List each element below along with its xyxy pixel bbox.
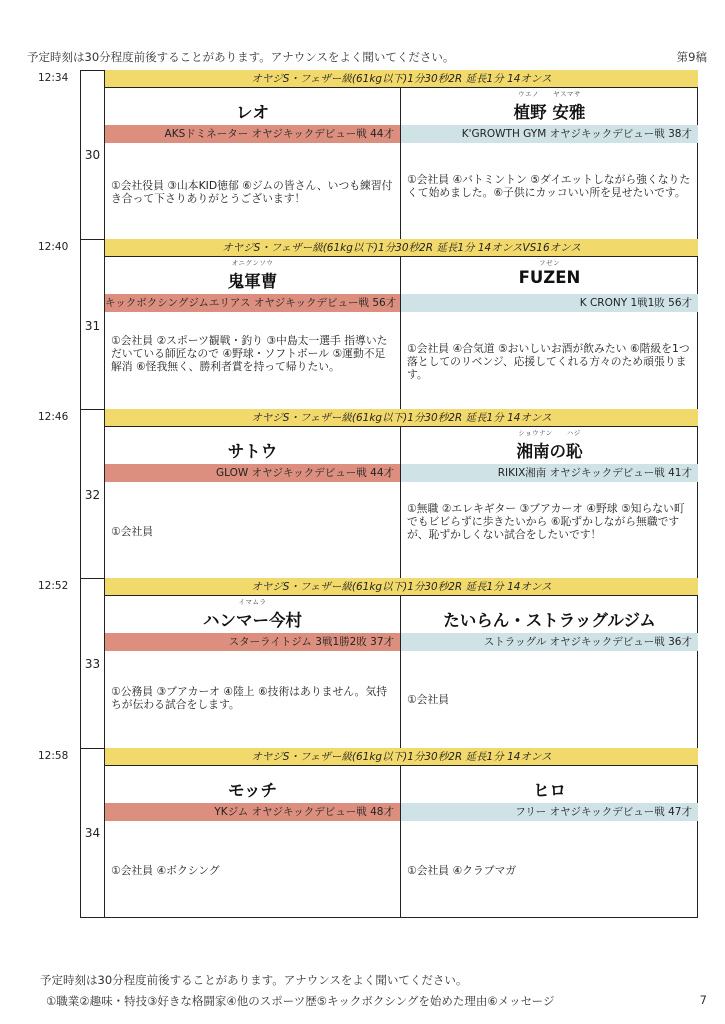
fighter-name: サトウ xyxy=(227,442,278,461)
blue-corner xyxy=(401,427,698,578)
bout-rules-banner: オヤジS・フェザー級(61kg以下)1分30秒2R 延長1分 14オンス xyxy=(105,578,698,596)
red-corner xyxy=(105,596,401,748)
fighter-name: ヒロ xyxy=(533,781,566,800)
red-corner xyxy=(105,427,401,578)
bout-number-cell xyxy=(80,578,105,748)
bout-rules-banner: オヤジS・フェザー級(61kg以下)1分30秒2R 延長1分 14オンス xyxy=(105,409,698,427)
gym-record: K'GROWTH GYM オヤジキックデビュー戦 38才 xyxy=(401,125,698,143)
bout-rules-banner: オヤジS・フェザー級(61kg以下)1分30秒2R 延長1分 14オンス xyxy=(105,70,698,88)
fighter-profile: ①会社員 ④クラブマガ xyxy=(407,864,517,877)
name-reading: ウエノ ヤスマサ xyxy=(518,90,581,98)
bout-rules-banner: オヤジS・フェザー級(61kg以下)1分30秒2R 延長1分 14オンスVS16オンス xyxy=(105,239,698,257)
fighter-profile: ①会社員 ④合気道 ⑤おいしいお酒が飲みたい ⑥階級を1つ落としてのリベンジ、応援してくれる方々のため頑張ります。 xyxy=(407,342,690,381)
page-number: 7 xyxy=(699,993,707,1007)
fighter-profile: ①会社員 ④ボクシング xyxy=(111,864,220,877)
fighter-name: 鬼軍曹 xyxy=(227,272,278,291)
fighter-profile: ①会社役員 ③山本KID徳郁 ⑥ジムの皆さん、いつも練習付き合って下さりありがとうございます！ xyxy=(111,179,393,205)
bout-number: 32 xyxy=(84,488,101,502)
gym-record: YKジム オヤジキックデビュー戦 48才 xyxy=(105,803,400,821)
fighter-name: 植野 安雅 xyxy=(513,103,586,122)
name-reading: ショウナン ハジ xyxy=(518,429,581,437)
bout-row xyxy=(80,409,698,578)
fighter-profile: ①公務員 ③ブアカーオ ④陸上 ⑥技術はありません。気持ちが伝わる試合をします。 xyxy=(111,685,388,711)
bout-number: 30 xyxy=(84,148,101,162)
fighter-name: ハンマー今村 xyxy=(203,611,302,630)
bout-time: 12:58 xyxy=(38,750,69,762)
gym-record: RIKIX湘南 オヤジキックデビュー戦 41才 xyxy=(401,464,698,482)
gym-record: ストラッグル オヤジキックデビュー戦 36才 xyxy=(401,633,698,651)
fighter-name: FUZEN xyxy=(518,268,581,287)
fighter-profile: ①会社員 xyxy=(111,525,154,538)
bout-number: 34 xyxy=(84,826,101,840)
name-reading: オニグンソウ xyxy=(231,259,274,267)
blue-corner xyxy=(401,257,698,409)
footer-note: 予定時刻は30分程度前後することがあります。アナウンスをよく聞いてください。 xyxy=(40,973,468,987)
bout-row xyxy=(80,578,698,748)
fighter-profile: ①無職 ②エレキギター ③ブアカーオ ④野球 ⑤知らない町でもビビらずに歩きたいから ⑥恥ずかしながら無職ですが、恥ずかしくない試合をしたいです！ xyxy=(407,502,685,541)
gym-record: GLOW オヤジキックデビュー戦 44才 xyxy=(105,464,400,482)
red-corner xyxy=(105,257,401,409)
bout-row xyxy=(80,70,698,239)
bout-number: 33 xyxy=(84,657,101,671)
fighter-profile: ①会社員 ④バトミントン ⑤ダイエットしながら強くなりたくて始めました。⑥子供にカッコいい所を見せたいです。 xyxy=(407,173,691,199)
bout-number: 31 xyxy=(84,319,101,333)
name-reading: イマムラ xyxy=(238,598,267,606)
profile-legend: ①職業②趣味・特技③好きな格闘家④他のスポーツ歴⑤キックボクシングを始めた理由⑥メッセージ xyxy=(46,994,555,1008)
page-label: 第9稿 xyxy=(676,50,707,64)
fighter-profile: ①会社員 ②スポーツ観戦・釣り ③中島太一選手 指導いただいている師匠なので ④野球・ソフトボール ⑤運動不足解消 ⑥怪我無く、勝利者賞を持って帰りたい。 xyxy=(111,334,388,373)
fighter-name: 湘南の恥 xyxy=(516,442,583,461)
name-reading: フゼン xyxy=(539,259,560,267)
bout-rules-banner: オヤジS・フェザー級(61kg以下)1分30秒2R 延長1分 14オンス xyxy=(105,748,698,766)
bout-time: 12:40 xyxy=(38,241,69,253)
bout-time: 12:52 xyxy=(38,580,69,592)
bout-time: 12:46 xyxy=(38,411,69,423)
red-corner xyxy=(105,766,401,918)
bout-number-cell xyxy=(80,70,105,239)
header-note: 予定時刻は30分程度前後することがあります。アナウンスをよく聞いてください。 xyxy=(27,50,455,64)
bout-row xyxy=(80,239,698,409)
bout-number-cell xyxy=(80,748,105,918)
fighter-profile: ①会社員 xyxy=(407,693,450,706)
gym-record: キックボクシングジムエリアス オヤジキックデビュー戦 56才 xyxy=(105,294,400,312)
blue-corner xyxy=(401,766,698,918)
fighter-name: モッチ xyxy=(227,781,277,800)
gym-record: スターライトジム 3戦1勝2敗 37才 xyxy=(105,633,400,651)
bout-number-cell xyxy=(80,409,105,578)
fighter-name: レオ xyxy=(236,103,269,122)
bout-row xyxy=(80,748,698,918)
blue-corner xyxy=(401,596,698,748)
red-corner xyxy=(105,88,401,239)
gym-record: K CRONY 1戦1敗 56才 xyxy=(401,294,698,312)
bout-time: 12:34 xyxy=(38,72,69,84)
blue-corner xyxy=(401,88,698,239)
gym-record: AKSドミネーター オヤジキックデビュー戦 44才 xyxy=(105,125,400,143)
bout-number-cell xyxy=(80,239,105,409)
gym-record: フリー オヤジキックデビュー戦 47才 xyxy=(401,803,698,821)
fighter-name: たいらん・ストラッグルジム xyxy=(443,611,656,630)
